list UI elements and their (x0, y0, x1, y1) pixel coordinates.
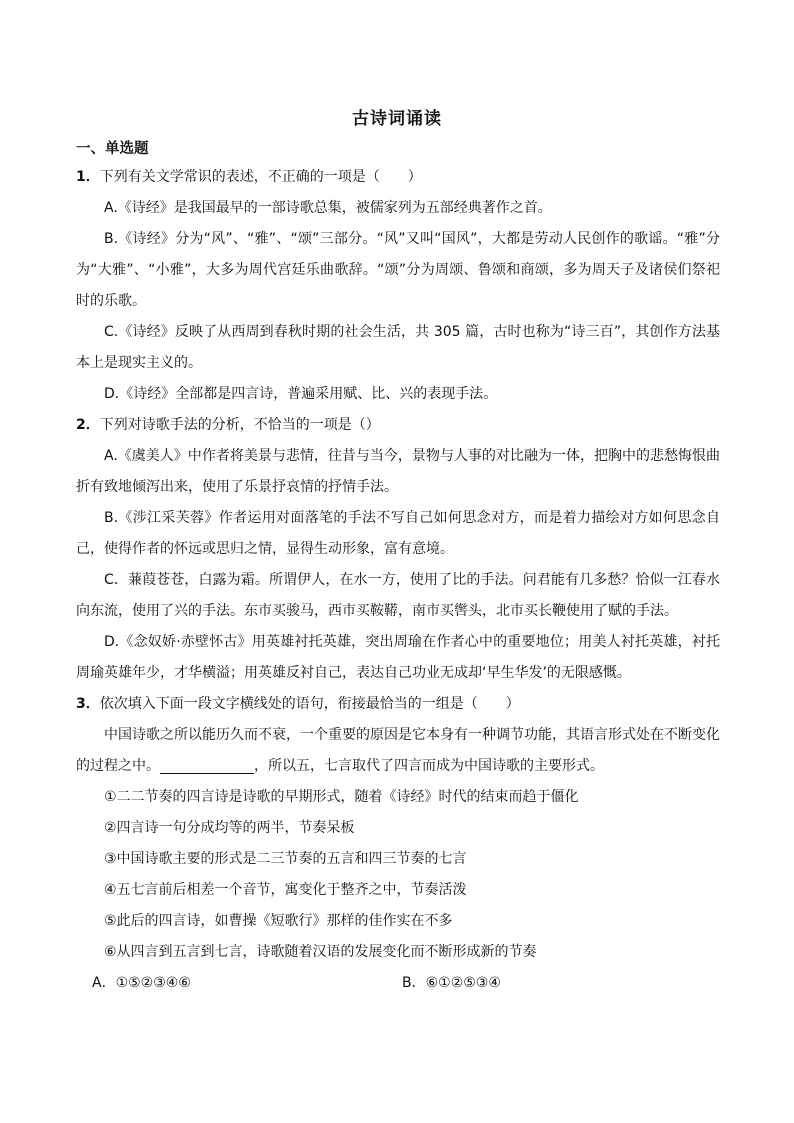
question-3-item-2: ②四言诗一句分成均等的两半，节奏呆板 (104, 820, 355, 836)
question-3-item-4: ④五七言前后相差一个音节，寓变化于整齐之中，节奏活泼 (104, 882, 467, 898)
question-1-option-c: C.《诗经》反映了从西周到春秋时期的社会生活，共 305 篇，古时也称为“诗三百”，其创作方法基本上是现实主义的。 (76, 324, 720, 371)
question-text: 依次填入下面一段文字横线处的语句，衔接最恰当的一组是（ ） (99, 696, 520, 712)
question-1-option-a: A.《诗经》是我国最早的一部诗歌总集，被儒家列为五部经典著作之首。 (104, 200, 552, 216)
passage-text-before: 中国诗歌之所以能历久而不衰，一个重要的原因是它本身有一种调节功能，其语言形式处在不断变化的过程之中。 (76, 727, 720, 774)
question-3-item-1: ①二二节奏的四言诗是诗歌的早期形式，随着《诗经》时代的结束而趋于僵化 (104, 789, 579, 805)
question-2-stem (76, 410, 720, 441)
question-3-item-6: ⑥从四言到五言到七言，诗歌随着汉语的发展变化而不断形成新的节奏 (104, 944, 537, 960)
question-3-choice-a: A．①⑤②③④⑥ (92, 975, 191, 991)
question-3-choice-b: B．⑥①②⑤③④ (402, 975, 501, 991)
page-title: 古诗词诵读 (352, 109, 442, 129)
question-2-option-a: A.《虞美人》中作者将美景与悲情，往昔与当今，景物与人事的对比融为一体，把胸中的悲愁悔恨曲折有致地倾泻出来，使用了乐景抒哀情的抒情手法。 (76, 448, 720, 495)
question-number: 1． (76, 169, 100, 185)
question-number: 3． (76, 696, 100, 712)
question-2-option-b: B.《涉江采芙蓉》作者运用对面落笔的手法不写自己如何思念对方，而是着力描绘对方如何思念自己，使得作者的怀远或思归之情，显得生动形象，富有意境。 (76, 510, 720, 557)
question-2-option-c: C．蒹葭苍苍，白露为霜。所谓伊人，在水一方，使用了比的手法。问君能有几多愁？恰似一江春水向东流，使用了兴的手法。东市买骏马，西市买鞍鞯，南市买辔头，北市买长鞭使用了赋的手法。 (76, 572, 720, 619)
question-1-option-b: B.《诗经》分为“风”、“雅”、“颂”三部分。“风”又叫“国风”，大都是劳动人民创作的歌谣。“雅”分为“大雅”、“小雅”，大多为周代宫廷乐曲歌辞。“颂”分为周颂、鲁颂和商颂，多为周天子及诸侯们祭祀时的乐歌。 (76, 231, 720, 309)
question-3-item-5: ⑤此后的四言诗，如曹操《短歌行》那样的佳作实在不多 (104, 913, 453, 929)
question-3-item-3: ③中国诗歌主要的形式是二三节奏的五言和四三节奏的七言 (104, 851, 467, 867)
section-heading: 一、单选题 (76, 141, 149, 157)
passage-text-after: ，所以五，七言取代了四言而成为中国诗歌的主要形式。 (254, 758, 604, 774)
fill-in-blank (160, 755, 254, 774)
question-text: 下列对诗歌手法的分析，不恰当的一项是（） (99, 417, 380, 433)
question-3-choices (76, 968, 720, 999)
question-3-stem (76, 689, 720, 720)
document-body (76, 136, 720, 999)
question-1-option-d: D.《诗经》全部都是四言诗，普遍采用赋、比、兴的表现手法。 (104, 386, 498, 402)
question-2-option-d: D.《念奴娇·赤壁怀古》用英雄衬托英雄，突出周瑜在作者心中的重要地位；用美人衬托英雄，衬托周瑜英雄年少，才华横溢；用英雄反衬自己，表达自己功业无成却‘早生华发’的无限感慨。 (76, 634, 720, 681)
question-3-passage (76, 720, 720, 782)
question-1-stem (76, 162, 720, 193)
question-text: 下列有关文学常识的表述，不正确的一项是（ ） (99, 169, 422, 185)
question-number: 2． (76, 417, 100, 433)
